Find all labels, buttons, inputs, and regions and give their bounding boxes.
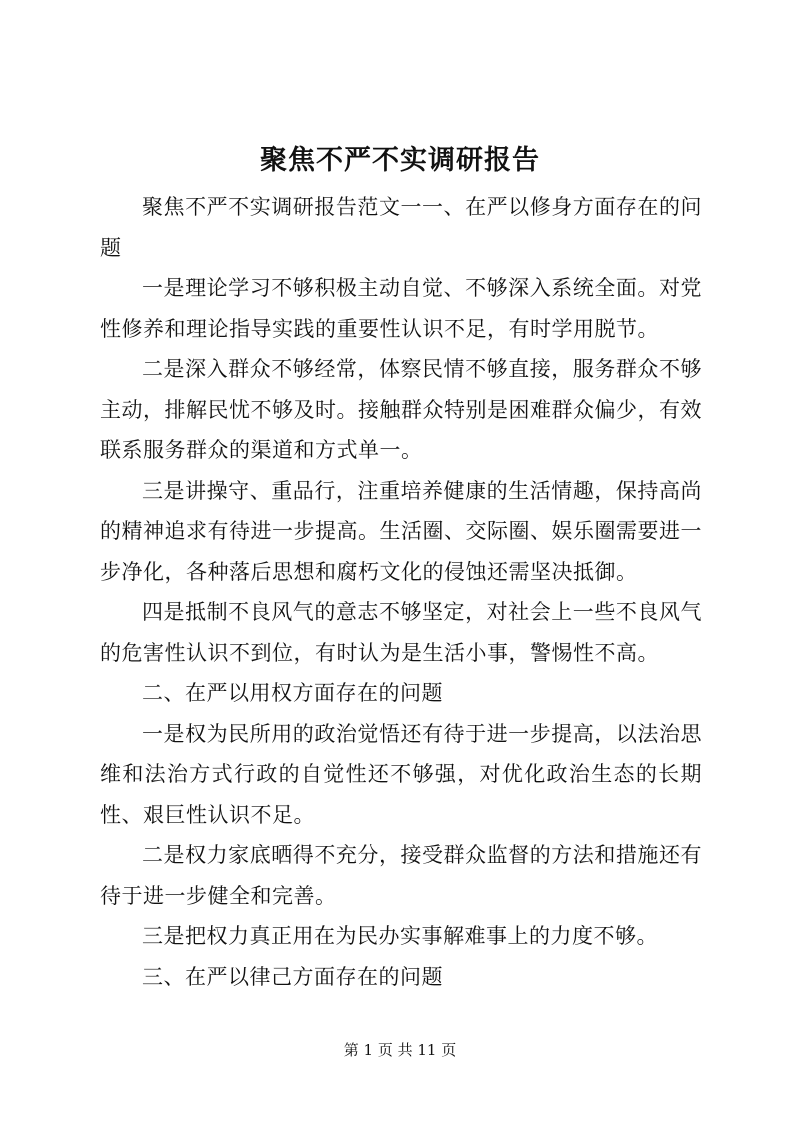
paragraph-item: 二是深入群众不够经常，体察民情不够直接，服务群众不够主动，排解民忧不够及时。接触群众特别是困难群众偏少，有效联系服务群众的渠道和方式单一。 bbox=[100, 357, 702, 462]
paragraph-item: 三是把权力真正用在为民办实事解难事上的力度不够。 bbox=[142, 924, 658, 948]
paragraph-item: 一是理论学习不够积极主动自觉、不够深入系统全面。对党性修养和理论指导实践的重要性认识不足，有时学用脱节。 bbox=[100, 276, 702, 341]
section-heading: 二、在严以用权方面存在的问题 bbox=[142, 681, 443, 705]
paragraph-item: 三是讲操守、重品行，注重培养健康的生活情趣，保持高尚的精神追求有待进一步提高。生活圈、交际圈、娱乐圈需要进一步净化，各种落后思想和腐朽文化的侵蚀还需坚决抵御。 bbox=[100, 478, 702, 584]
paragraph-item: 四是抵制不良风气的意志不够坚定，对社会上一些不良风气的危害性认识不到位，有时认为是生活小事，警惕性不高。 bbox=[100, 600, 702, 665]
section-heading: 三、在严以律己方面存在的问题 bbox=[142, 964, 443, 989]
document-title: 聚焦不严不实调研报告 bbox=[260, 145, 540, 176]
paragraph-item: 一是权为民所用的政治觉悟还有待于进一步提高，以法治思维和法治方式行政的自觉性还不够强，对优化政治生态的长期性、艰巨性认识不足。 bbox=[100, 721, 702, 827]
document-body bbox=[100, 187, 702, 997]
page-footer: 第 1 页 共 11 页 bbox=[343, 1041, 457, 1059]
paragraph-item: 二是权力家底晒得不充分，接受群众监督的方法和措施还有待于进一步健全和完善。 bbox=[100, 843, 702, 908]
paragraph-intro: 聚焦不严不实调研报告范文一一、在严以修身方面存在的问题 bbox=[100, 195, 702, 260]
